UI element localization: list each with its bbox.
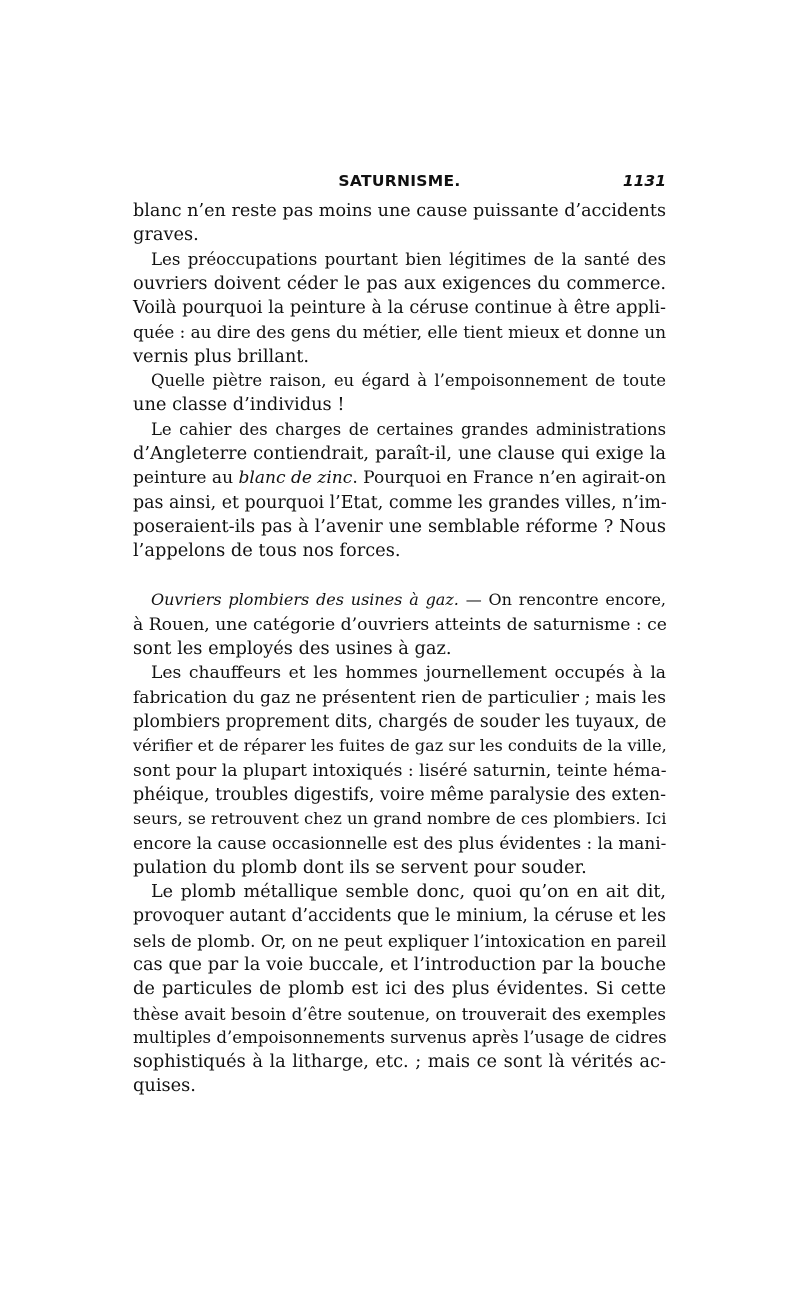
text-line: l’appelons de tous nos forces. [133, 540, 401, 562]
text-line: phéique, troubles digestifs, voire même paralysie des exten- [133, 784, 667, 805]
text-line: fabrication du gaz ne présentent rien de particulier ; mais les [133, 687, 666, 708]
text-line: Le cahier des charges de certaines grandes administrations [151, 419, 666, 439]
text-line: Voilà pourquoi la peinture à la céruse continue à être appli- [133, 298, 666, 319]
text-line: à Rouen, une catégorie d’ouvriers atteints de saturnisme : ce [133, 614, 667, 635]
text-line: Les chauffeurs et les hommes journellement occupés à la [151, 663, 666, 684]
page-number: 1131 [622, 172, 666, 190]
text-line: Les préoccupations pourtant bien légitimes de la santé des [151, 249, 666, 269]
text-segment: — On rencontre encore, [458, 590, 667, 610]
section-gap [133, 563, 666, 588]
italic-term: blanc de zinc [238, 468, 353, 489]
text-line: Quelle piètre raison, eu égard à l’empoisonnement de toute [151, 371, 666, 391]
text-line: une classe d’individus ! [133, 394, 345, 416]
text-line-mixed [133, 588, 666, 612]
text-line: sont les employés des usines à gaz. [133, 638, 452, 660]
paragraph-chauffeurs [133, 661, 666, 880]
paragraph-plomb-metallique [133, 880, 666, 1099]
text-line: cas que par la voie buccale, et l’introduction par la bouche [133, 953, 666, 975]
text-line-mixed [133, 466, 666, 490]
text-line: d’Angleterre contiendrait, paraît-il, une clause qui exige la [133, 442, 666, 464]
text-segment: peinture au [133, 468, 239, 489]
text-line: quée : au dire des gens du métier, elle tient mieux et donne un [133, 322, 666, 343]
paragraph-continuation [133, 199, 666, 248]
paragraph-ouvriers-plombiers [133, 588, 666, 661]
text-line: encore la cause occasionnelle est des plus évidentes : la mani- [133, 833, 667, 854]
text-line: graves. [133, 224, 199, 246]
paragraph-cahier-des-charges [133, 418, 666, 564]
text-segment: . Pourquoi en France n’en agirait-on [352, 468, 667, 489]
text-line: sophistiqués à la litharge, etc. ; mais ce sont là vérités ac- [133, 1051, 666, 1073]
text-line: blanc n’en reste pas moins une cause puissante d’accidents [133, 201, 666, 221]
text-line: plombiers proprement dits, chargés de souder les tuyaux, de [133, 711, 667, 732]
text-line: poseraient-ils pas à l’avenir une semblable réforme ? Nous [133, 515, 666, 537]
running-header [133, 172, 666, 196]
section-heading-italic: Ouvriers plombiers des usines à gaz. [151, 590, 459, 610]
text-line: quises. [133, 1075, 196, 1097]
page-body [133, 199, 666, 1099]
text-line: de particules de plomb est ici des plus évidentes. Si cette [133, 978, 666, 1000]
text-line: Le plomb métallique semble donc, quoi qu’on en ait dit, [151, 882, 666, 903]
text-line: vernis plus brillant. [133, 345, 310, 367]
text-line: thèse avait besoin d’être soutenue, on trouverait des exemples [133, 1003, 666, 1024]
running-title: SATURNISME. [338, 172, 461, 190]
text-line: pulation du plomb dont ils se servent pour souder. [133, 856, 587, 878]
paragraph-quelle-raison [133, 369, 666, 418]
text-line: seurs, se retrouvent chez un grand nombre de ces plombiers. Ici [133, 809, 667, 829]
text-line: pas ainsi, et pourquoi l’Etat, comme les grandes villes, n’im- [133, 492, 667, 513]
paragraph-preoccupations [133, 248, 666, 369]
text-line: provoquer autant d’accidents que le minium, la céruse et les [133, 906, 666, 927]
text-line: vérifier et de réparer les fuites de gaz sur les conduits de la ville, [133, 736, 667, 756]
text-line: sont pour la plupart intoxiqués : liséré saturnin, teinte héma- [133, 760, 667, 781]
text-line: sels de plomb. Or, on ne peut expliquer l’intoxication en pareil [133, 930, 667, 951]
text-line: multiples d’empoisonnements survenus après l’usage de cidres [133, 1027, 667, 1047]
text-line: ouvriers doivent céder le pas aux exigences du commerce. [133, 272, 666, 294]
